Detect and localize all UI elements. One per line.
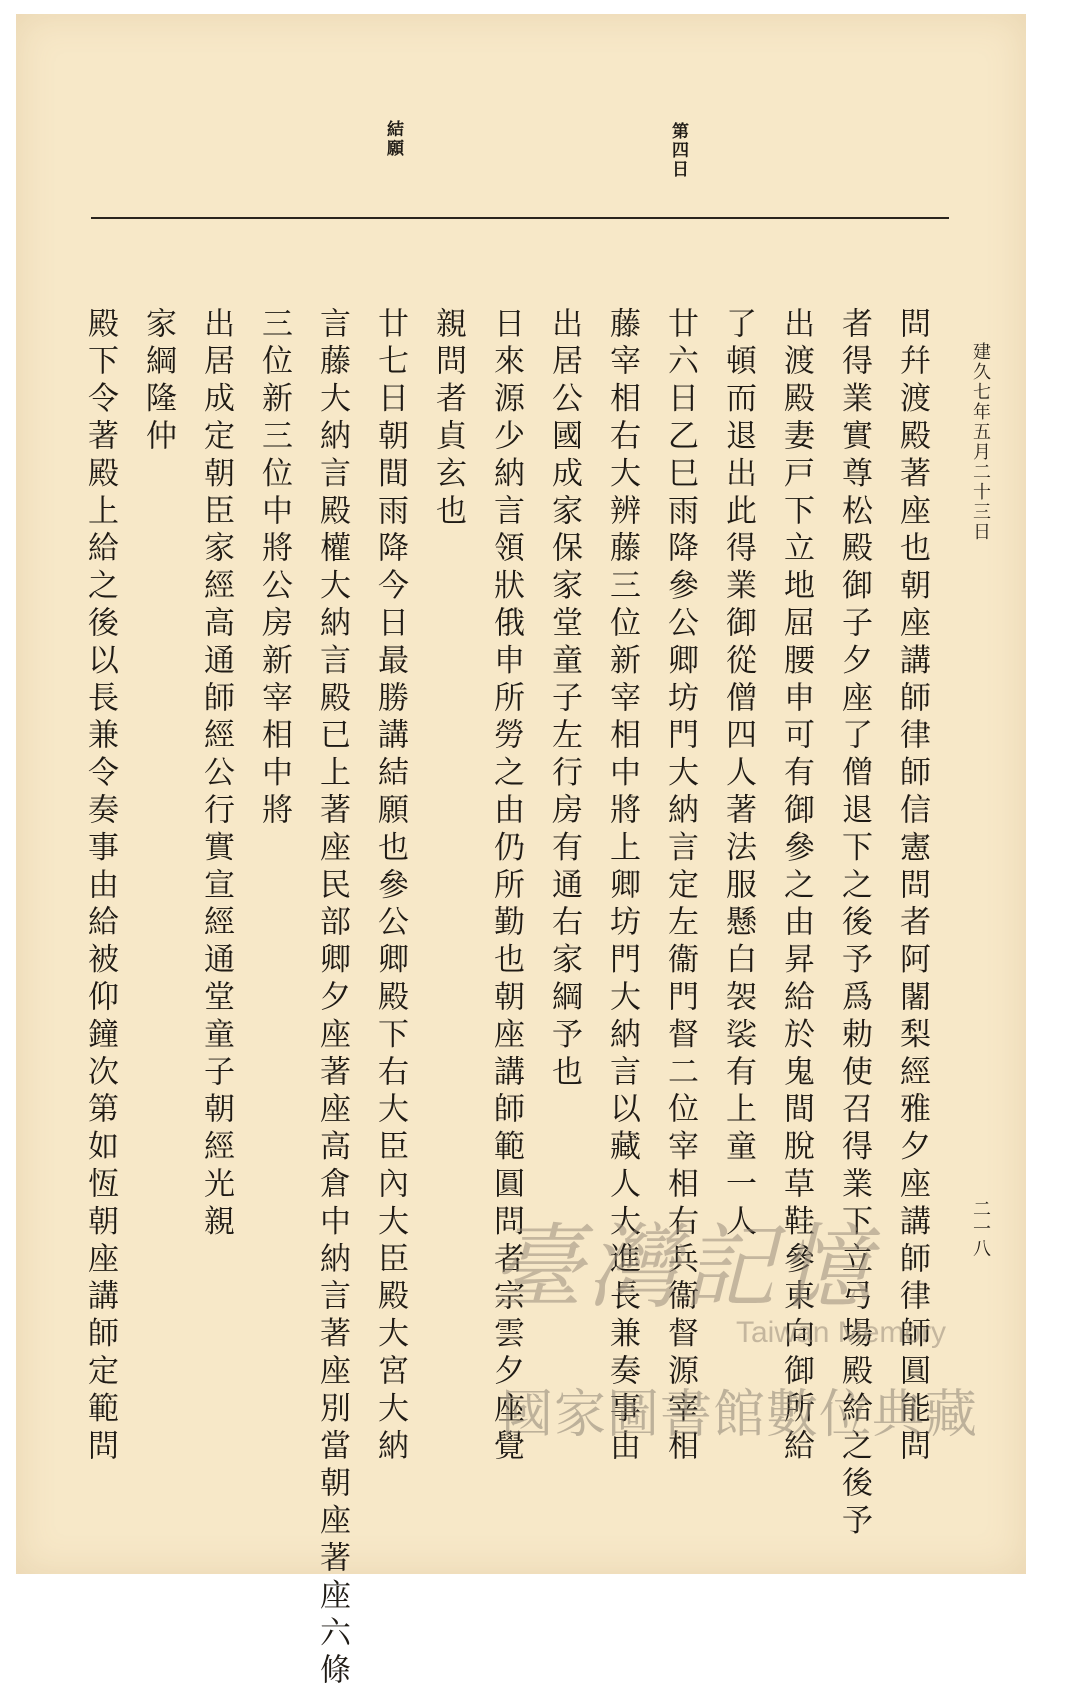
text-column: 殿下令著殿上給之後以長兼令奏事由給被仰鐘次第如恆朝座講師定範問	[82, 307, 118, 1467]
book-page	[16, 14, 1026, 1691]
text-column: 出居成定朝臣家經高通師經公行實宣經通堂童子朝經光親	[198, 307, 234, 1242]
text-column: 家綱隆仲	[140, 307, 176, 457]
header-divider-rule	[91, 217, 949, 219]
text-column: 廿七日朝間雨降今日最勝講結願也參公卿殿下右大臣內大臣殿大宮大納	[372, 307, 408, 1467]
text-column: 出居公國成家保家堂童子左行房有通右家綱予也	[546, 307, 582, 1093]
library-watermark	[486, 1194, 996, 1454]
text-column: 日來源少納言領狀俄申所勞之由仍所勤也朝座講師範圓問者宗雲夕座覺	[488, 307, 524, 1467]
text-column: 言藤大納言殿權大納言殿已上著座民部卿夕座著座高倉中納言著座別當朝座著座六條	[314, 307, 350, 1691]
section-header-day: 第四日	[668, 122, 688, 179]
text-column: 廿六日乙巳雨降參公卿坊門大納言定左衞門督二位宰相右兵衞督源宰相	[662, 307, 698, 1467]
watermark-chinese-text: 國家圖書館數位典藏	[501, 1385, 979, 1445]
running-head: 建久七年五月二十三日	[970, 342, 991, 542]
section-header-title: 結願	[383, 120, 403, 158]
text-column: 出渡殿妻戸下立地屈腰申可有御參之由昇給於鬼間脫草鞋參東向御所給	[778, 307, 814, 1467]
page-number: 二一八	[970, 1199, 991, 1259]
text-column: 親問者貞玄也	[430, 307, 466, 532]
text-column: 問幷渡殿著座也朝座講師律師信憲問者阿闍梨經雅夕座講師律師圓能問	[894, 307, 930, 1467]
watermark-script-text: 臺灣記憶	[491, 1214, 876, 1321]
text-column: 藤宰相右大辨藤三位新宰相中將上卿坊門大納言以藏人大進長兼奏事由	[604, 307, 640, 1467]
text-column: 三位新三位中將公房新宰相中將	[256, 307, 292, 831]
watermark-english-text: Taiwan Memory	[736, 1316, 947, 1349]
text-column: 者得業實尊松殿御子夕座了僧退下之後予爲勅使召得業下立弓場殿給之後予	[836, 307, 872, 1542]
text-column: 了頓而退出此得業御從僧四人著法服懸白袈裟有上童一人	[720, 307, 756, 1242]
